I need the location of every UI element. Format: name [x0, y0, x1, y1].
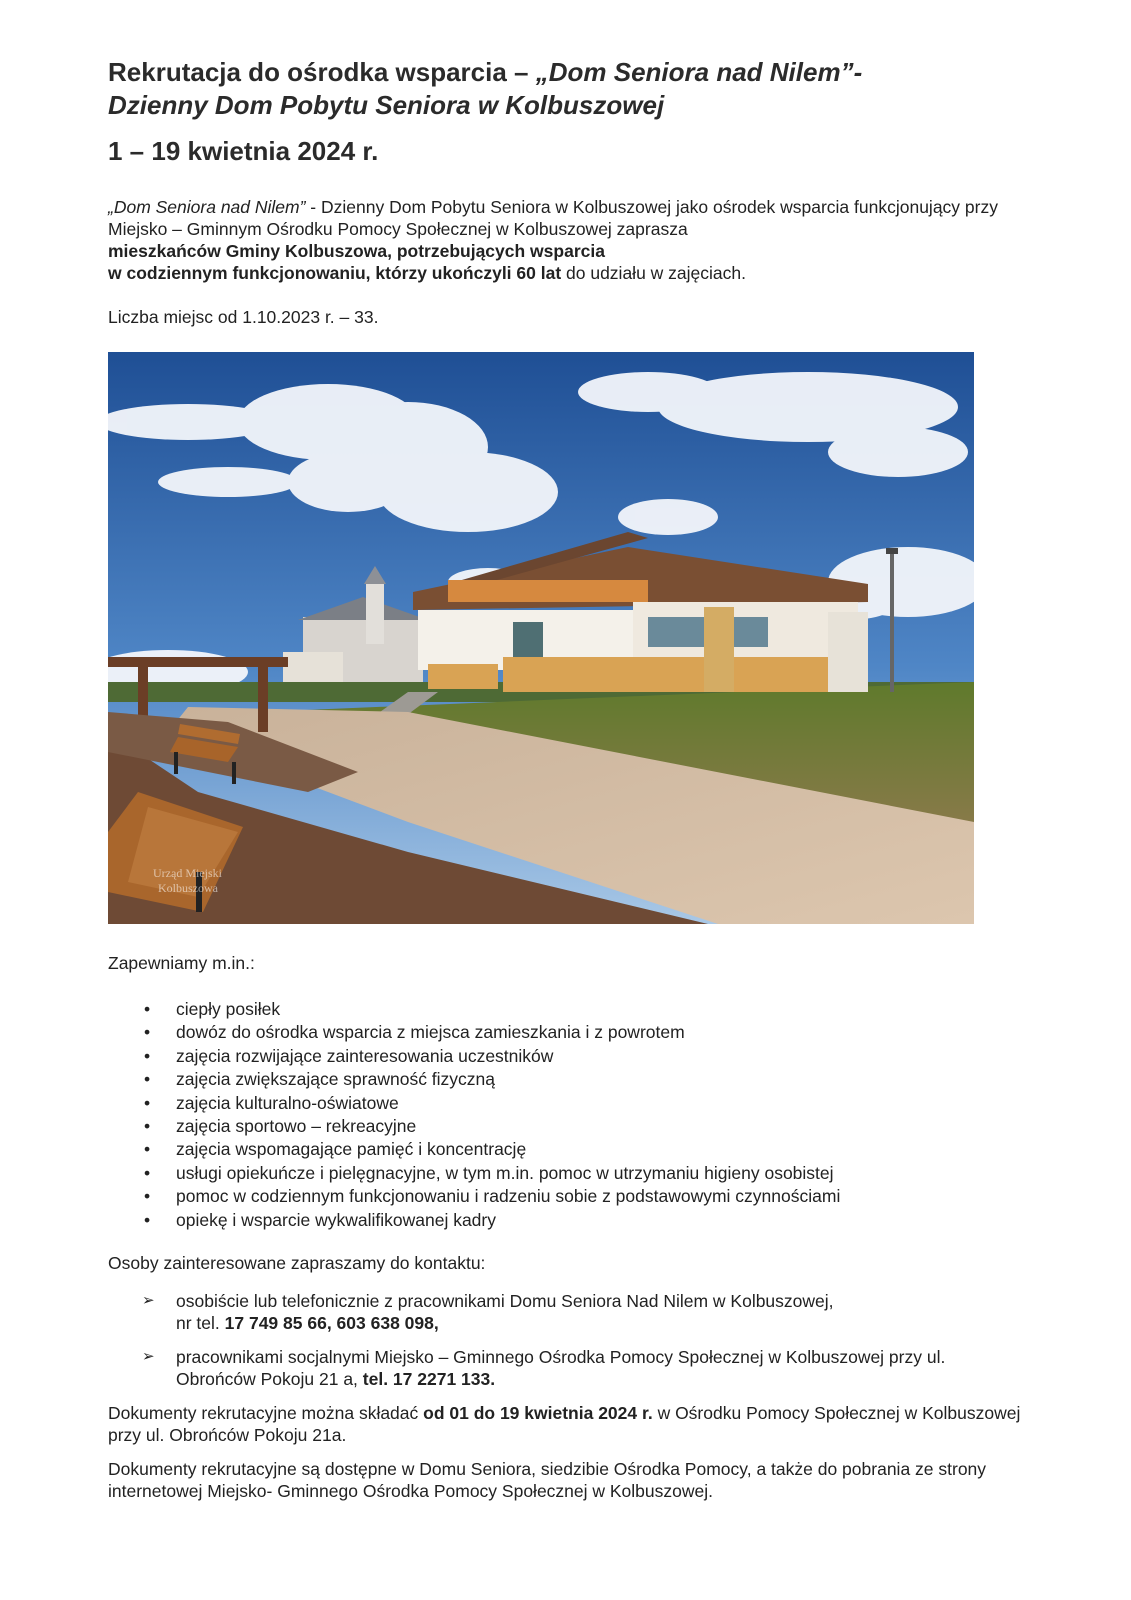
list-item-text: pomoc w codziennym funkcjonowaniu i radzeniu sobie z podstawowymi czynnościami	[176, 1186, 841, 1207]
bullet-icon: •	[144, 1186, 151, 1207]
bullet-icon: •	[144, 1022, 151, 1043]
list-item	[108, 1021, 1028, 1044]
arrow-icon: ➢	[142, 1292, 155, 1310]
watermark-line2: Kolbuszowa	[158, 881, 218, 895]
intro-part1: - Dzienny Dom Pobytu Seniora w Kolbuszowej jako ośrodek wsparcia funkcjonujący przy Miejsko – Gminnym Ośrodku Pomocy Społecznej w Kolbuszowej zaprasza	[108, 197, 998, 239]
contact-heading: Osoby zainteresowane zapraszamy do kontaktu:	[108, 1253, 486, 1274]
list-item	[108, 998, 1028, 1021]
contact-list	[108, 1290, 1028, 1390]
intro-bold3: w codziennym funkcjonowaniu,	[108, 263, 371, 283]
title-line2: Dzienny Dom Pobytu Seniora w Kolbuszowej	[108, 90, 665, 120]
contact-item-text: osobiście lub telefonicznie z pracownikami Domu Seniora Nad Nilem w Kolbuszowej,	[176, 1291, 834, 1312]
bullet-icon: •	[144, 1209, 151, 1230]
list-item	[108, 1115, 1028, 1138]
list-item	[108, 1138, 1028, 1161]
list-item-text: opiekę i wsparcie wykwalifikowanej kadry	[176, 1209, 496, 1230]
list-item-text: ciepły posiłek	[176, 999, 281, 1019]
bullet-icon: •	[144, 1045, 151, 1066]
docs1-prefix: Dokumenty rekrutacyjne można składać	[108, 1403, 424, 1424]
bullet-icon: •	[144, 1139, 151, 1160]
list-item	[108, 1185, 1028, 1208]
docs1-dates: od 01 do 19 kwietnia 2024 r.	[423, 1403, 653, 1424]
list-item	[108, 1092, 1028, 1115]
title-italic: „Dom Seniora nad Nilem”-	[535, 57, 863, 87]
recruitment-dates: 1 – 19 kwietnia 2024 r.	[108, 136, 379, 166]
contact-phone-numbers: 17 749 85 66, 603 638 098,	[224, 1313, 439, 1334]
title-plain: Rekrutacja do ośrodka wsparcia –	[108, 57, 536, 87]
page-title	[108, 56, 1028, 122]
watermark-line1: Urząd Miejski	[153, 866, 222, 880]
intro-italic: „Dom Seniora nad Nilem”	[108, 197, 306, 217]
list-item-text: zajęcia rozwijające zainteresowania uczestników	[176, 1045, 554, 1066]
contact-item-text: pracownikami socjalnymi Miejsko – Gminnego Ośrodka Pomocy Społecznej w Kolbuszowej przy ul. Obrońców Pokoju 21 a,	[176, 1347, 946, 1390]
contact-item-social-workers	[108, 1346, 1028, 1390]
intro-bold1: mieszkańców Gminy Kolbuszowa,	[108, 241, 392, 261]
bullet-icon: •	[144, 1162, 151, 1183]
contact-item-staff	[108, 1290, 1028, 1334]
document-content	[108, 56, 1028, 1502]
list-item	[108, 1209, 1028, 1232]
list-item	[108, 1068, 1028, 1091]
documents-availability: Dokumenty rekrutacyjne są dostępne w Domu Seniora, siedzibie Ośrodka Pomocy, a także do pobrania ze strony internetowej Miejsko- Gminnego Ośrodka Pomocy Społecznej w Kolbuszowej.	[108, 1459, 987, 1502]
bullet-icon: •	[144, 1069, 151, 1090]
intro-part2: do udziału w zajęciach.	[561, 263, 746, 283]
provide-list	[108, 998, 1028, 1232]
intro-paragraph	[108, 196, 1028, 284]
arrow-icon: ➢	[142, 1348, 155, 1366]
contact-phone-number: tel. 17 2271 133.	[362, 1369, 496, 1390]
bullet-icon: •	[144, 999, 151, 1019]
provide-heading: Zapewniamy m.in.:	[108, 953, 255, 973]
list-item-text: zajęcia sportowo – rekreacyjne	[176, 1116, 417, 1137]
list-item	[108, 1045, 1028, 1068]
list-item-text: zajęcia wspomagające pamięć i koncentrację	[176, 1139, 527, 1160]
list-item	[108, 1162, 1028, 1185]
list-item-text: zajęcia zwiększające sprawność fizyczną	[176, 1069, 496, 1090]
documents-submission	[108, 1402, 1028, 1446]
contact-tel-prefix: nr tel.	[176, 1313, 225, 1334]
list-item-text: zajęcia kulturalno-oświatowe	[176, 1092, 399, 1113]
intro-bold2: potrzebujących wsparcia	[391, 241, 605, 261]
intro-bold4: którzy ukończyli 60 lat	[370, 263, 562, 283]
docs1-suffix: w Ośrodku Pomocy Społecznej w Kolbuszowej przy ul. Obrońców Pokoju 21a.	[108, 1403, 1021, 1446]
bullet-icon: •	[144, 1092, 151, 1113]
list-item-text: usługi opiekuńcze i pielęgnacyjne, w tym m.in. pomoc w utrzymaniu higieny osobistej	[176, 1162, 834, 1183]
building-photo	[108, 352, 974, 924]
bullet-icon: •	[144, 1116, 151, 1137]
places-count: Liczba miejsc od 1.10.2023 r. – 33.	[108, 307, 379, 327]
list-item-text: dowóz do ośrodka wsparcia z miejsca zamieszkania i z powrotem	[176, 1022, 685, 1043]
